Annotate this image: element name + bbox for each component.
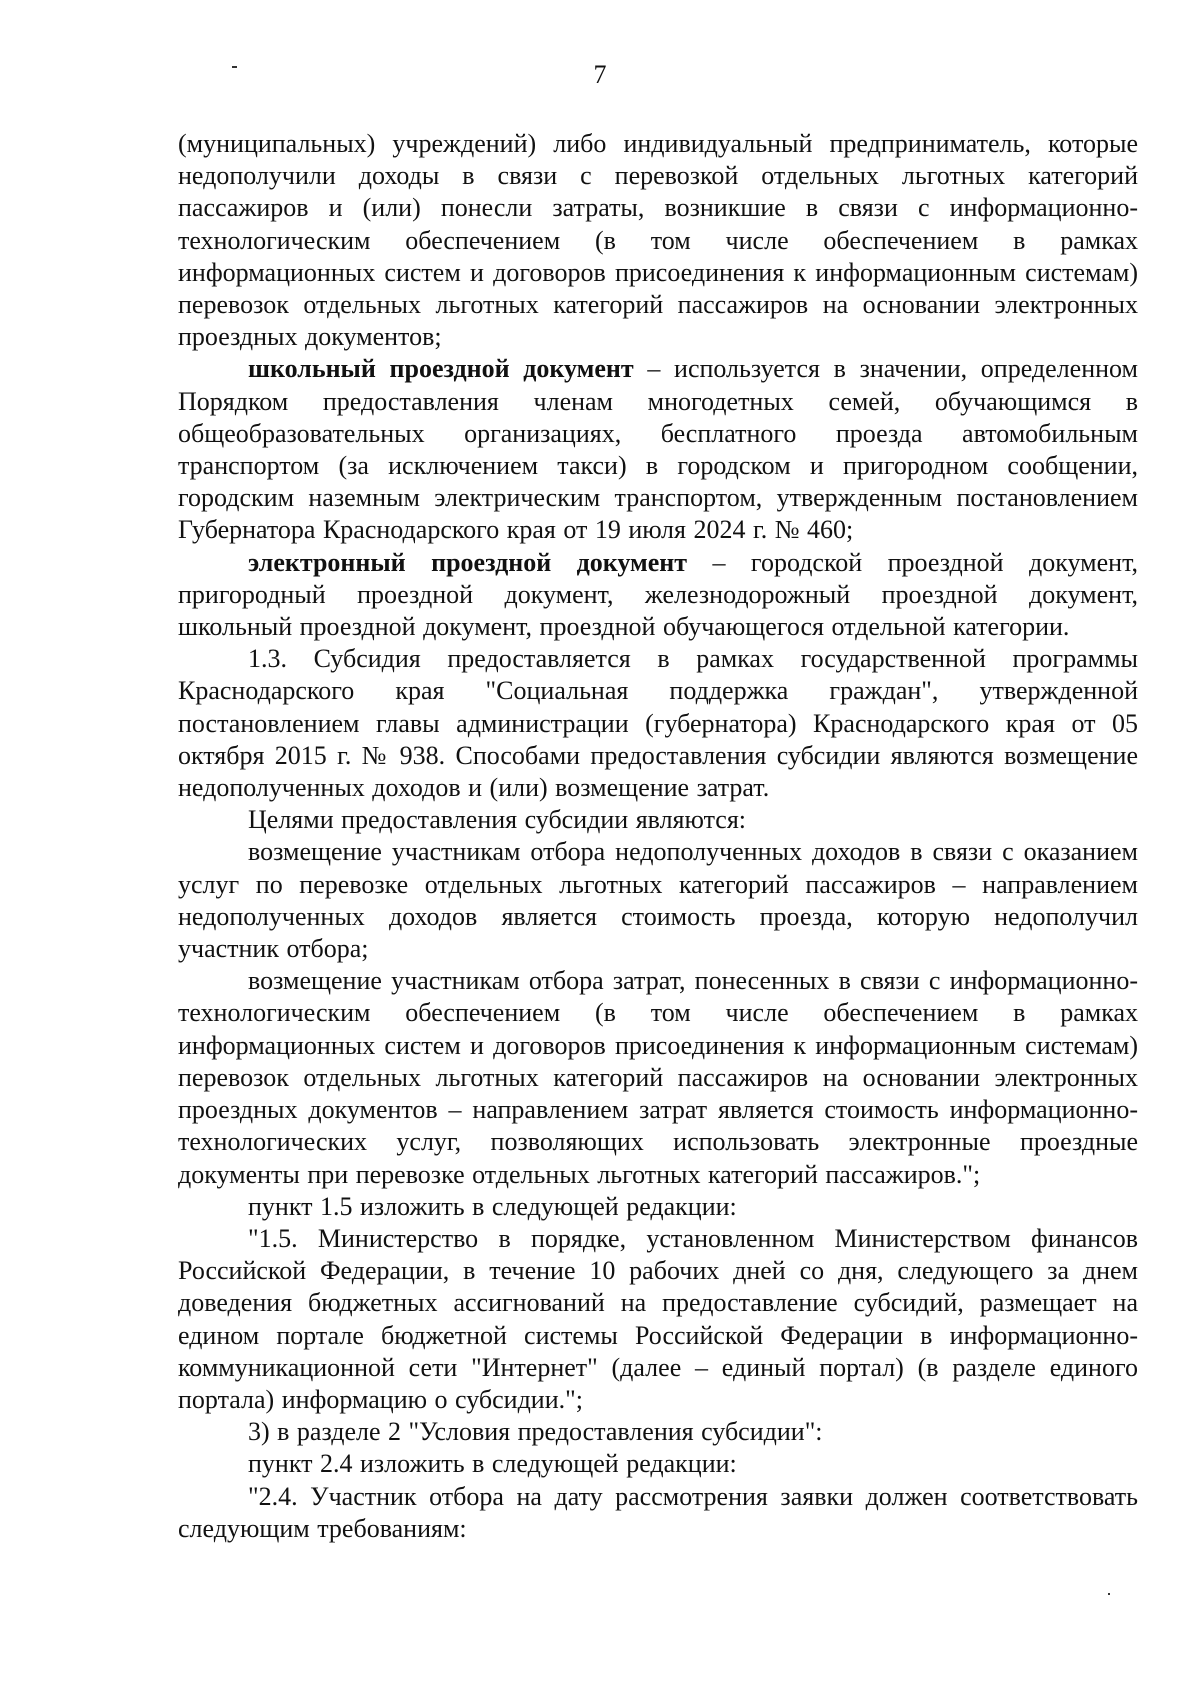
paragraph-text: возмещение участникам отбора недополученных доходов в связи с оказанием услуг по перевозке отдельных льготных категорий пассажиров – направлением недополученных доходов является стоимость проезда, которую недополучил участник отбора; bbox=[178, 837, 1138, 964]
paragraph-text: пункт 2.4 изложить в следующей редакции: bbox=[248, 1449, 737, 1479]
paragraph-text: возмещение участникам отбора затрат, понесенных в связи с информационно-технологическим обеспечением (в том числе обеспечением в рамках информационных систем и договоров присоединения к информационным системам) перевозок отдельных льготных категорий пассажиров на основании электронных проездных документов – направлением затрат является стоимость информационно-технологических услуг, позволяющих использовать электронные проездные документы при перевозке отдельных льготных категорий пассажиров."; bbox=[178, 966, 1138, 1189]
defined-term: школьный проездной документ bbox=[248, 354, 634, 384]
paragraph-text: Целями предоставления субсидии являются: bbox=[248, 805, 747, 835]
paragraph-text: "2.4. Участник отбора на дату рассмотрения заявки должен соответствовать следующим требованиям: bbox=[178, 1481, 1138, 1543]
paragraph bbox=[178, 965, 1138, 1190]
paragraph-text: "1.5. Министерство в порядке, установленном Министерством финансов Российской Федерации, в течение 10 рабочих дней со дня, следующего за днем доведения бюджетных ассигнований на предоставление субсидий, размещает на едином портале бюджетной системы Российской Федерации в информационно-коммуникационной сети "Интернет" (далее – единый портал) (в разделе единого портала) информацию о субсидии."; bbox=[178, 1223, 1138, 1414]
scan-speck bbox=[1108, 1593, 1110, 1595]
paragraph-term-definition bbox=[178, 353, 1138, 546]
paragraph bbox=[178, 1481, 1138, 1545]
page-number: 7 bbox=[593, 60, 607, 89]
paragraph bbox=[178, 128, 1138, 353]
paragraph bbox=[178, 1448, 1138, 1480]
paragraph-text: 3) в разделе 2 "Условия предоставления субсидии": bbox=[248, 1417, 823, 1447]
paragraph-term-definition bbox=[178, 547, 1138, 644]
paragraph bbox=[178, 1191, 1138, 1223]
paragraph bbox=[178, 643, 1138, 804]
paragraph bbox=[178, 1416, 1138, 1448]
paragraph-text: – городской проездной документ, пригородный проездной документ, железнодорожный проездной документ, школьный проездной документ, проездной обучающегося отдельной категории. bbox=[178, 547, 1138, 642]
paragraph bbox=[178, 1223, 1138, 1416]
paragraph bbox=[178, 836, 1138, 965]
paragraph-text: – используется в значении, определенном Порядком предоставления членам многодетных семей, обучающимся в общеобразовательных организациях, бесплатного проезда автомобильным транспортом (за исключением такси) в городском и пригородном сообщении, городским наземным электрическим транспортом, утвержденным постановлением Губернатора Краснодарского края от 19 июля 2024 г. № 460; bbox=[178, 354, 1138, 545]
paragraph-text: (муниципальных) учреждений) либо индивидуальный предприниматель, которые недополучили доходы в связи с перевозкой отдельных льготных категорий пассажиров и (или) понесли затраты, возникшие в связи с информационно-технологическим обеспечением (в том числе обеспечением в рамках информационных систем и договоров присоединения к информационным системам) перевозок отдельных льготных категорий пассажиров на основании электронных проездных документов; bbox=[178, 129, 1138, 352]
paragraph bbox=[178, 804, 1138, 836]
paragraph-text: 1.3. Субсидия предоставляется в рамках государственной программы Краснодарского края "Социальная поддержка граждан", утвержденной постановлением главы администрации (губернатора) Краснодарского края от 05 октября 2015 г. № 938. Способами предоставления субсидии являются возмещение недополученных доходов и (или) возмещение затрат. bbox=[178, 644, 1138, 803]
defined-term: электронный проездной документ bbox=[248, 547, 688, 577]
paragraph-text: пункт 1.5 изложить в следующей редакции: bbox=[248, 1191, 737, 1221]
document-body bbox=[178, 128, 1138, 1545]
